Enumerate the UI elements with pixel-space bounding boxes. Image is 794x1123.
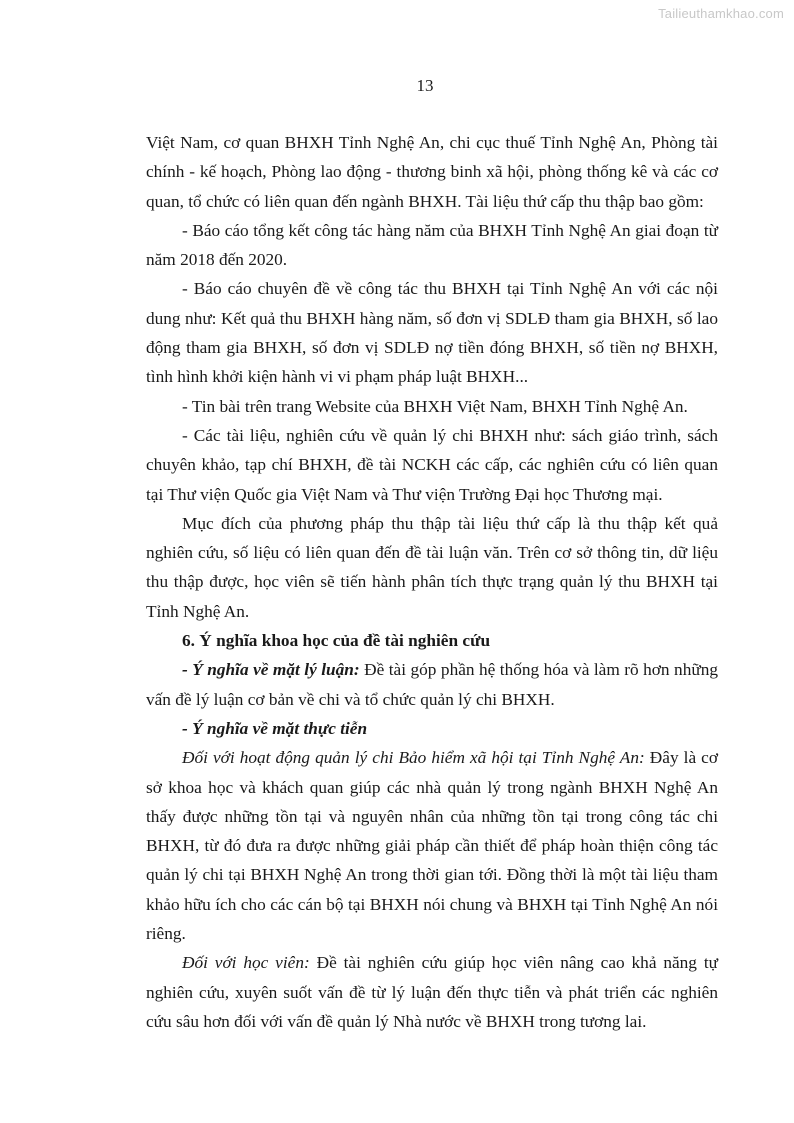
page-number: 13 — [416, 76, 434, 95]
list-item-website-news: - Tin bài trên trang Website của BHXH Việt Nam, BHXH Tỉnh Nghệ An. — [182, 396, 688, 416]
list-item-annual-report: - Báo cáo tổng kết công tác hàng năm của BHXH Tỉnh Nghệ An giai đoạn từ năm 2018 đến 2020. — [146, 220, 718, 270]
label-student: Đối với học viên: — [182, 953, 310, 973]
subheading-practical-significance: - Ý nghĩa về mặt thực tiễn — [182, 718, 368, 738]
label-theoretical: - Ý nghĩa về mặt lý luận: — [182, 660, 360, 680]
watermark-text: Tailieuthamkhao.com — [658, 6, 784, 21]
paragraph-student-significance — [146, 948, 718, 1036]
paragraph-management-significance — [146, 743, 718, 948]
paragraph-sources-intro: Việt Nam, cơ quan BHXH Tỉnh Nghệ An, chi cục thuế Tỉnh Nghệ An, Phòng tài chính - kế hoạch, Phòng lao động - thương binh xã hội, phòng thống kê và các cơ quan, tổ chức có liên quan đến ngành BHXH. Tài liệu thứ cấp thu thập bao gồm: — [146, 133, 718, 211]
section-heading-significance: 6. Ý nghĩa khoa học của đề tài nghiên cứu — [182, 631, 491, 651]
paragraph-theoretical-significance — [146, 655, 718, 714]
document-body — [146, 128, 718, 1036]
list-item-research-documents: - Các tài liệu, nghiên cứu về quản lý chi BHXH như: sách giáo trình, sách chuyên khảo, tạp chí BHXH, đề tài NCKH các cấp, các nghiên cứu có liên quan tại Thư viện Quốc gia Việt Nam và Thư viện Trường Đại học Thương mại. — [146, 425, 718, 504]
text-theoretical: Đề tài góp phần hệ thống hóa và làm rõ hơn những vấn đề lý luận cơ bản về chi và tổ chức quản lý chi BHXH. — [146, 660, 718, 709]
paragraph-purpose: Mục đích của phương pháp thu thập tài liệu thứ cấp là thu thập kết quả nghiên cứu, số liệu có liên quan đến đề tài luận văn. Trên cơ sở thông tin, dữ liệu thu thập được, học viên sẽ tiến hành phân tích thực trạng quản lý thu BHXH tại Tỉnh Nghệ An. — [146, 513, 718, 621]
list-item-thematic-report: - Báo cáo chuyên đề về công tác thu BHXH tại Tỉnh Nghệ An với các nội dung như: Kết quả thu BHXH hàng năm, số đơn vị SDLĐ tham gia BHXH, số lao động tham gia BHXH, số đơn vị SDLĐ nợ tiền đóng BHXH, số tiền nợ BHXH, tình hình khởi kiện hành vi vi phạm pháp luật BHXH... — [146, 279, 718, 387]
text-management: Đây là cơ sở khoa học và khách quan giúp các nhà quản lý trong ngành BHXH Nghệ An thấy được những tồn tại và nguyên nhân của những tồn tại trong công tác chi BHXH, từ đó đưa ra được những giải pháp cần thiết để pháp hoàn thiện công tác quản lý chi tại BHXH Nghệ An trong thời gian tới. Đồng thời là một tài liệu tham khảo hữu ích cho các cán bộ tại BHXH nói chung và BHXH tại Tỉnh Nghệ An nói riêng. — [146, 748, 718, 944]
label-management: Đối với hoạt động quản lý chi Bảo hiểm xã hội tại Tỉnh Nghệ An: — [182, 748, 645, 768]
text-student: Đề tài nghiên cứu giúp học viên nâng cao khả năng tự nghiên cứu, xuyên suốt vấn đề từ lý luận đến thực tiễn và phát triển các nghiên cứu sâu hơn đối với vấn đề quản lý Nhà nước về BHXH trong tương lai. — [146, 953, 718, 1031]
